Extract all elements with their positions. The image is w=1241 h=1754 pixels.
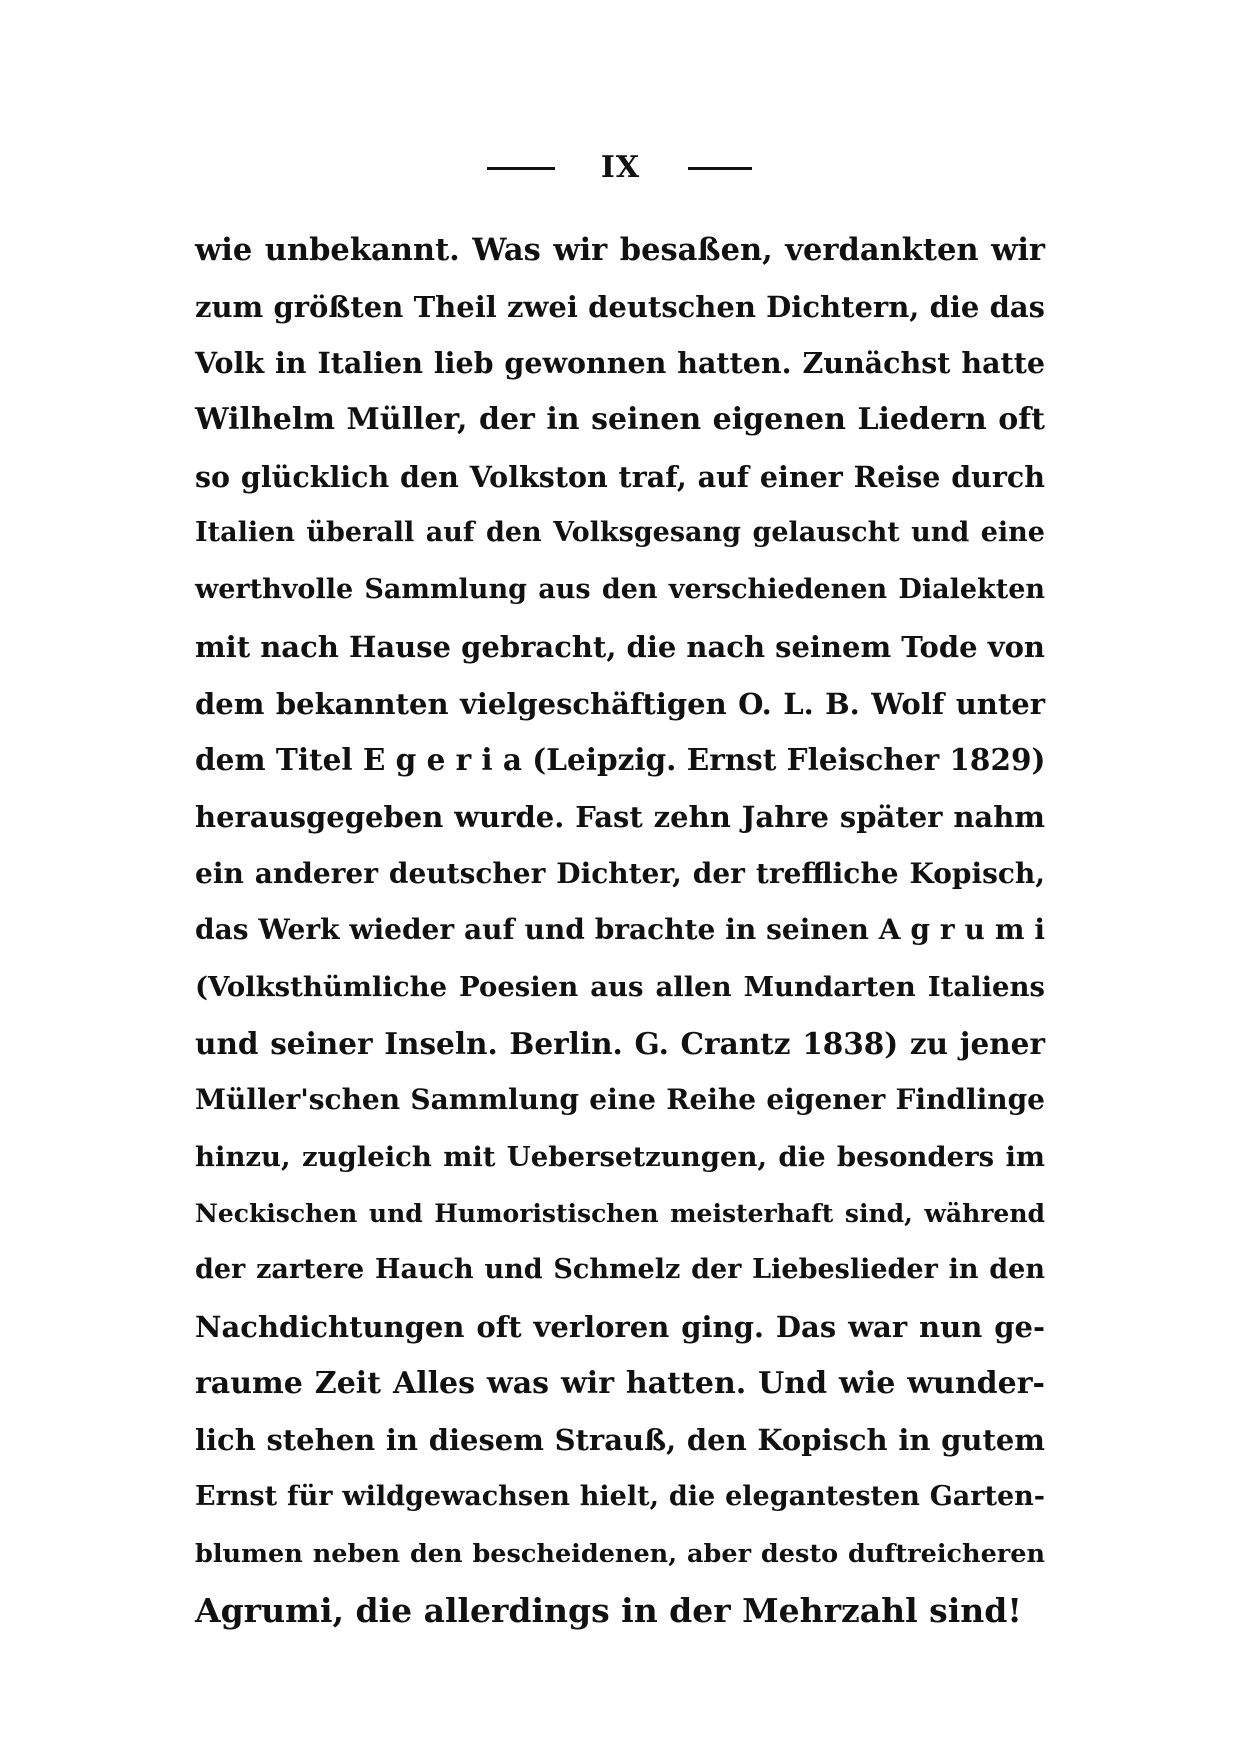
text-line: zum größten Theil zwei deutschen Dichtern, die das [195,289,1045,324]
text-line: ein anderer deutscher Dichter, der treffliche Kopisch, [195,856,1045,890]
text-line: Wilhelm Müller, der in seinen eigenen Liedern oft [195,402,1045,438]
text-line: so glücklich den Volkston traf, auf einer Reise durch [195,459,1045,494]
text-line: dem Titel E g e r i a (Leipzig. Ernst Fleischer 1829) [195,742,1046,778]
body-text [195,222,1045,1639]
text-line: wie unbekannt. Was wir besaßen, verdankten wir [195,232,1045,268]
text-line: dem bekannten vielgeschäftigen O. L. B. Wolf unter [195,686,1045,721]
text-line: der zartere Hauch und Schmelz der Liebeslieder in den [195,1254,1045,1286]
text-line: Nachdichtungen oft verloren ging. Das war nun ge- [195,1310,1045,1345]
header-rule-right [688,167,752,170]
text-line: und seiner Inseln. Berlin. G. Crantz 1838) zu jener [195,1025,1045,1061]
text-line: Italien überall auf den Volksgesang gelauscht und eine [195,517,1045,549]
text-line: Agrumi, die allerdings in der Mehrzahl sind! [195,1590,1022,1630]
text-line: Neckischen und Humoristischen meisterhaft sind, während [195,1198,1045,1228]
text-line: Müller'schen Sammlung eine Reihe eigener Findlinge [195,1083,1045,1117]
text-line: hinzu, zugleich mit Uebersetzungen, die besonders im [195,1141,1045,1173]
text-line: Volk in Italien lieb gewonnen hatten. Zunächst hatte [195,346,1045,381]
text-line: werthvolle Sammlung aus den verschiedenen Dialekten [195,574,1045,606]
text-line: mit nach Hause gebracht, die nach seinem Tode von [195,629,1045,664]
text-line: Ernst für wildgewachsen hielt, die elegantesten Garten- [195,1481,1045,1513]
page-header [0,148,1241,188]
text-line: herausgegeben wurde. Fast zehn Jahre später nahm [195,799,1045,834]
text-line: blumen neben den bescheidenen, aber desto duftreicheren [195,1538,1045,1569]
text-line: (Volksthümliche Poesien aus allen Mundarten Italiens [195,970,1045,1003]
page-number: IX [600,150,641,185]
text-line: lich stehen in diesem Strauß, den Kopisch in gutem [195,1423,1045,1458]
text-line: das Werk wieder auf und brachte in seinen A g r u m i [195,913,1045,947]
text-line: raume Zeit Alles was wir hatten. Und wie wunder- [195,1365,1045,1401]
